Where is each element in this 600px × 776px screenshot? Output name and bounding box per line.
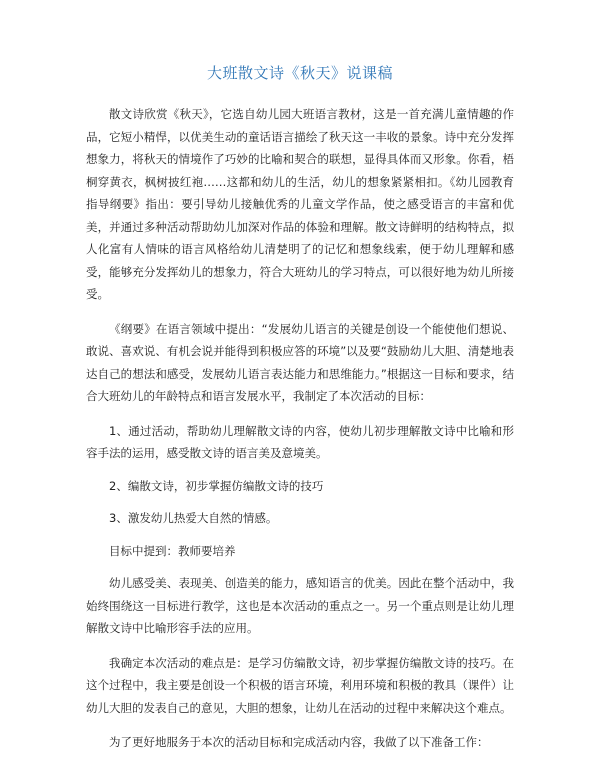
paragraph-preparation: 为了更好地服务于本次的活动目标和完成活动内容，我做了以下准备工作： <box>109 735 489 749</box>
goal-item-2: 2、编散文诗，初步掌握仿编散文诗的技巧 <box>109 478 324 493</box>
document-title: 大班散文诗《秋天》说课稿 <box>206 64 393 82</box>
paragraph-guidelines: 《纲要》在语言领域中提出：“发展幼儿语言的关键是创设一个能使他们想说、敢说、喜欢说、有机会说并能得到积极应答的环境”以及要“鼓励幼儿大胆、清楚地表达自己的想法和感受，发展幼儿语言表达能力和思维能力。”根据这一目标和要求，结合大班幼儿的年龄特点和语言发展水平，我制定了本次活动的目标： <box>86 321 514 403</box>
paragraph-intro: 散文诗欣赏《秋天》，它选自幼儿园大班语言教材，这是一首充满儿童情趣的作品，它短小精悍，以优美生动的童话语言描绘了秋天这一丰收的景象。诗中充分发挥想象力，将秋天的情境作了巧妙的比喻和契合的联想，显得具体而又形象。你看，梧桐穿黄衣，枫树披红袍……这都和幼儿的生活，幼儿的想象紧紧相扣。《幼儿园教育指导纲要》指出：要引导幼儿接触优秀的儿童文学作品，使之感受语言的丰富和优美，并通过多种活动帮助幼儿加深对作品的体验和理解。散文诗鲜明的结构特点，拟人化富有人情味的语言风格给幼儿清楚明了的记忆和想象线索，便于幼儿理解和感受，能够充分发挥幼儿的想象力，符合大班幼儿的学习特点，可以很好地为幼儿所接受。 <box>86 107 514 301</box>
paragraph-goal-mention: 目标中提到：教师要培养 <box>109 543 236 558</box>
paragraph-difficulty: 我确定本次活动的难点是：是学习仿编散文诗，初步掌握仿编散文诗的技巧。在这个过程中，我主要是创设一个积极的语言环境，利用环境和积极的教具（课件）让幼儿大胆的发表自己的意见，大胆的想象，让幼儿在活动的过程中来解决这个难点。 <box>86 655 514 715</box>
goal-item-1: 1、通过活动，帮助幼儿理解散文诗的内容，使幼儿初步理解散文诗中比喻和形容手法的运用，感受散文诗的语言美及意境美。 <box>86 423 514 460</box>
paragraph-key-points: 幼儿感受美、表现美、创造美的能力，感知语言的优美。因此在整个活动中，我始终围绕这一目标进行教学，这也是本次活动的重点之一。另一个重点则是让幼儿理解散文诗中比喻形容手法的应用。 <box>86 576 514 635</box>
goal-item-3: 3、激发幼儿热爱大自然的情感。 <box>109 511 278 525</box>
